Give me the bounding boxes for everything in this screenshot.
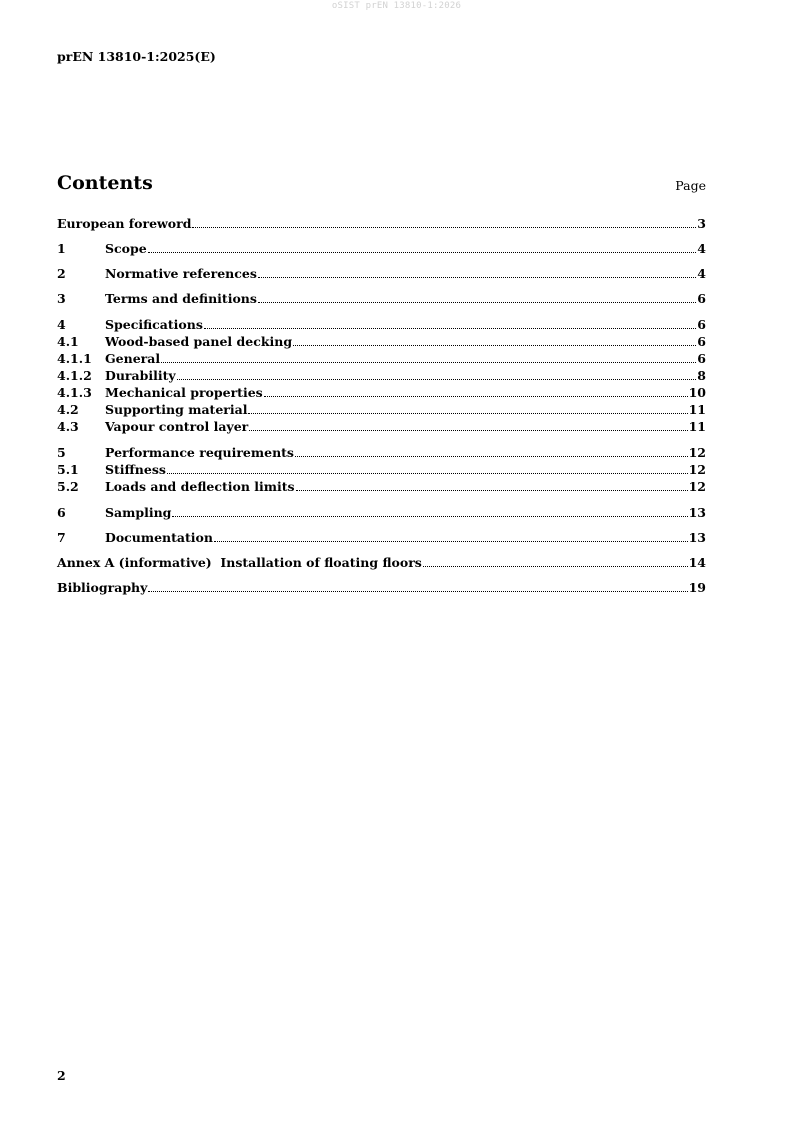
toc-entry-number: 5.2	[57, 479, 79, 494]
toc-entry-page: 6	[697, 334, 706, 349]
toc-entry-supporting-material[interactable]	[57, 401, 706, 418]
toc-leader-dots	[192, 216, 696, 228]
toc-entry-durability[interactable]	[57, 367, 706, 384]
toc-leader-dots	[258, 266, 696, 278]
toc-entry-page: 14	[688, 555, 706, 570]
toc-entry-page: 11	[688, 419, 706, 434]
toc-entry-number: 5.1	[57, 462, 79, 477]
toc-leader-dots	[161, 351, 696, 363]
toc-leader-dots	[167, 462, 688, 474]
toc-leader-dots	[214, 530, 688, 542]
contents-heading: Contents	[57, 172, 153, 194]
toc-leader-dots	[148, 241, 697, 253]
toc-leader-dots	[148, 580, 687, 592]
toc-entry-mechanical-properties[interactable]	[57, 384, 706, 401]
toc-entry-page: 6	[697, 317, 706, 332]
toc-entry-page: 4	[697, 241, 706, 256]
toc-entry-page: 3	[697, 216, 706, 231]
toc-leader-dots	[249, 419, 687, 431]
page-number: 2	[57, 1068, 66, 1083]
toc-leader-dots	[423, 555, 688, 567]
toc-entry-performance-requirements[interactable]	[57, 444, 706, 461]
toc-entry-number: 4.1.3	[57, 385, 92, 400]
toc-entry-number: 2	[57, 266, 66, 281]
toc-leader-dots	[295, 445, 688, 457]
toc-entry-page: 10	[688, 385, 706, 400]
toc-entry-title: Durability	[105, 368, 176, 383]
toc-entry-number: 3	[57, 291, 66, 306]
document-id: prEN 13810-1:2025(E)	[57, 49, 216, 64]
toc-entry-annex-a[interactable]	[57, 554, 706, 571]
toc-entry-title: Annex A (informative) Installation of floating floors	[57, 555, 422, 570]
toc-entry-number: 4.1	[57, 334, 79, 349]
toc-entry-terms-and-definitions[interactable]	[57, 290, 706, 307]
toc-entry-title: Vapour control layer	[105, 419, 249, 434]
toc-leader-dots	[293, 334, 696, 346]
toc-entry-number: 4.1.1	[57, 351, 92, 366]
toc-entry-title: Performance requirements	[105, 445, 294, 460]
toc-entry-title: Loads and deflection limits	[105, 479, 295, 494]
toc-entry-title: Specifications	[105, 317, 203, 332]
toc-entry-title: Normative references	[105, 266, 257, 281]
toc-leader-dots	[204, 317, 696, 329]
toc-leader-dots	[258, 291, 696, 303]
toc-entry-title: Supporting material	[105, 402, 248, 417]
toc-entry-page: 8	[697, 368, 706, 383]
toc-entry-number: 7	[57, 530, 66, 545]
toc-entry-title: Mechanical properties	[105, 385, 263, 400]
watermark: oSIST prEN 13810-1:2026	[331, 1, 462, 11]
toc-entry-title: Terms and definitions	[105, 291, 257, 306]
toc-entry-page: 12	[688, 445, 706, 460]
toc-leader-dots	[248, 402, 687, 414]
toc-entry-page: 6	[697, 291, 706, 306]
toc-leader-dots	[264, 385, 688, 397]
toc-entry-bibliography[interactable]	[57, 579, 706, 596]
toc-entry-title: Bibliography	[57, 580, 148, 595]
toc-entry-vapour-control-layer[interactable]	[57, 418, 706, 435]
toc-entry-title: Wood-based panel decking	[105, 334, 293, 349]
toc-entry-page: 13	[688, 505, 706, 520]
toc-entry-page: 11	[688, 402, 706, 417]
toc-entry-page: 12	[688, 479, 706, 494]
toc-entry-title: Scope	[105, 241, 147, 256]
toc-entry-page: 13	[688, 530, 706, 545]
toc-entry-number: 4.1.2	[57, 368, 92, 383]
toc-leader-dots	[177, 368, 697, 380]
toc-entry-normative-references[interactable]	[57, 265, 706, 282]
toc-entry-documentation[interactable]	[57, 529, 706, 546]
toc-leader-dots	[172, 505, 687, 517]
toc-entry-number: 4	[57, 317, 66, 332]
toc-entry-scope[interactable]	[57, 240, 706, 257]
toc-entry-stiffness[interactable]	[57, 461, 706, 478]
toc-entry-page: 19	[688, 580, 706, 595]
toc-entry-foreword[interactable]	[57, 215, 706, 232]
toc-entry-wood-based-panel-decking[interactable]	[57, 333, 706, 350]
toc-entry-page: 6	[697, 351, 706, 366]
toc-entry-title: Sampling	[105, 505, 172, 520]
toc-entry-page: 4	[697, 266, 706, 281]
toc-entry-loads-and-deflection-limits[interactable]	[57, 478, 706, 495]
toc-entry-number: 4.3	[57, 419, 79, 434]
toc-entry-title: Documentation	[105, 530, 213, 545]
toc-entry-title: General	[105, 351, 161, 366]
toc-entry-number: 4.2	[57, 402, 79, 417]
toc-entry-page: 12	[688, 462, 706, 477]
toc-entry-sampling[interactable]	[57, 504, 706, 521]
toc-entry-title: European foreword	[57, 216, 192, 231]
toc-entry-number: 5	[57, 445, 66, 460]
toc-entry-specifications[interactable]	[57, 316, 706, 333]
page-column-heading: Page	[675, 178, 706, 193]
toc-leader-dots	[296, 479, 688, 491]
toc-entry-general[interactable]	[57, 350, 706, 367]
toc-entry-number: 6	[57, 505, 66, 520]
toc-entry-title: Stiffness	[105, 462, 166, 477]
toc-entry-number: 1	[57, 241, 66, 256]
